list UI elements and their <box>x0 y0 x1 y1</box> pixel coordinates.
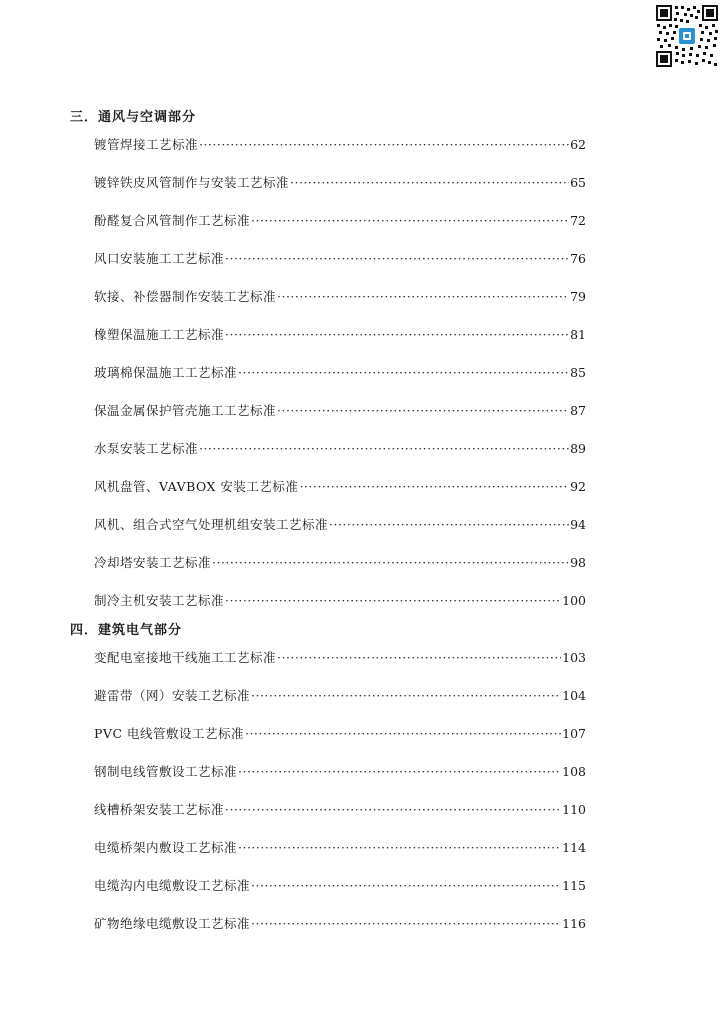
toc-entry-title: 水泵安装工艺标准 <box>94 441 199 456</box>
toc-entry[interactable] <box>94 800 586 818</box>
dot-leader <box>251 688 561 703</box>
toc-entry-page: 85 <box>570 365 586 380</box>
toc-entry-page: 76 <box>570 251 586 266</box>
section-heading: 三．通风与空调部分 <box>70 110 197 125</box>
toc-entry[interactable] <box>94 135 586 153</box>
dot-leader <box>329 517 569 532</box>
dot-leader <box>199 137 569 152</box>
toc-entry[interactable] <box>94 553 586 571</box>
toc-entry-title: 橡塑保温施工工艺标准 <box>94 327 225 342</box>
dot-leader <box>225 251 569 266</box>
toc-entry[interactable] <box>94 173 586 191</box>
toc-entry-page: 79 <box>570 289 586 304</box>
toc-entry-page: 114 <box>562 840 586 855</box>
dot-leader <box>299 479 569 494</box>
dot-leader <box>290 175 569 190</box>
toc-entry-page: 107 <box>562 726 586 741</box>
toc-entry-page: 116 <box>562 916 586 931</box>
dot-leader <box>225 593 561 608</box>
toc-entry[interactable] <box>94 439 586 457</box>
toc-entry-title: 制冷主机安装工艺标准 <box>94 593 225 608</box>
toc-entry-page: 72 <box>570 213 586 228</box>
dot-leader <box>238 840 561 855</box>
dot-leader <box>277 289 569 304</box>
toc-entry-title: 镀锌铁皮风管制作与安装工艺标准 <box>94 175 290 190</box>
dot-leader <box>251 916 561 931</box>
toc-entry-title: 线槽桥架安装工艺标准 <box>94 802 225 817</box>
toc-entry-title: 变配电室接地干线施工工艺标准 <box>94 650 277 665</box>
toc-entry-title: 电缆桥架内敷设工艺标准 <box>94 840 238 855</box>
dot-leader <box>251 213 569 228</box>
dot-leader <box>225 802 561 817</box>
dot-leader <box>251 878 561 893</box>
toc-entry-page: 92 <box>570 479 586 494</box>
toc-entry[interactable] <box>94 249 586 267</box>
toc-entry-title: 避雷带（网）安装工艺标准 <box>94 688 251 703</box>
toc-entry-page: 94 <box>570 517 586 532</box>
toc-entry[interactable] <box>94 876 586 894</box>
toc-entry-title: 保温金属保护管壳施工工艺标准 <box>94 403 277 418</box>
toc-entry[interactable] <box>94 211 586 229</box>
toc-entry[interactable] <box>94 686 586 704</box>
toc-entry-title: 玻璃棉保温施工工艺标准 <box>94 365 238 380</box>
dot-leader <box>277 403 569 418</box>
toc-entry[interactable] <box>94 325 586 343</box>
toc-entry[interactable] <box>94 914 586 932</box>
section-heading: 四．建筑电气部分 <box>70 623 183 638</box>
toc-entry[interactable] <box>94 762 586 780</box>
dot-leader <box>225 327 569 342</box>
dot-leader <box>199 441 569 456</box>
toc-entry-page: 108 <box>562 764 586 779</box>
toc-entry[interactable] <box>94 287 586 305</box>
toc-entry-page: 103 <box>562 650 586 665</box>
toc-entry-page: 100 <box>562 593 586 608</box>
toc-entry-page: 65 <box>570 175 586 190</box>
toc-entry-page: 87 <box>570 403 586 418</box>
toc-entry-page: 98 <box>570 555 586 570</box>
toc-entry[interactable] <box>94 363 586 381</box>
dot-leader <box>238 365 569 380</box>
toc-entry[interactable] <box>94 515 586 533</box>
toc-entry-page: 62 <box>570 137 586 152</box>
toc-entry[interactable] <box>94 648 586 666</box>
toc-entry[interactable] <box>94 591 586 609</box>
toc-entry[interactable] <box>94 477 586 495</box>
toc-entry-page: 81 <box>570 327 586 342</box>
toc-entry-title: 矿物绝缘电缆敷设工艺标准 <box>94 916 251 931</box>
toc-entry-title: 风机、组合式空气处理机组安装工艺标准 <box>94 517 329 532</box>
toc-entry-title: 软接、补偿器制作安装工艺标准 <box>94 289 277 304</box>
toc-entry[interactable] <box>94 724 586 742</box>
toc-entry-title: 冷却塔安装工艺标准 <box>94 555 212 570</box>
dot-leader <box>245 726 561 741</box>
toc-entry-title: 钢制电线管敷设工艺标准 <box>94 764 238 779</box>
toc-entry-title: 镀管焊接工艺标准 <box>94 137 199 152</box>
dot-leader <box>238 764 561 779</box>
toc-entry-page: 110 <box>562 802 586 817</box>
dot-leader <box>212 555 569 570</box>
toc-entry-title: 风口安装施工工艺标准 <box>94 251 225 266</box>
toc-entry-page: 104 <box>562 688 586 703</box>
toc-entry-page: 115 <box>562 878 586 893</box>
toc-entry-title: PVC 电线管敷设工艺标准 <box>94 726 244 741</box>
toc-entry-title: 酚醛复合风管制作工艺标准 <box>94 213 251 228</box>
toc-entry-page: 89 <box>570 441 586 456</box>
toc-entry-title: 电缆沟内电缆敷设工艺标准 <box>94 878 251 893</box>
toc-entry[interactable] <box>94 401 586 419</box>
dot-leader <box>277 650 561 665</box>
toc-entry-title: 风机盘管、VAVBOX 安装工艺标准 <box>94 479 299 494</box>
toc-entry[interactable] <box>94 838 586 856</box>
